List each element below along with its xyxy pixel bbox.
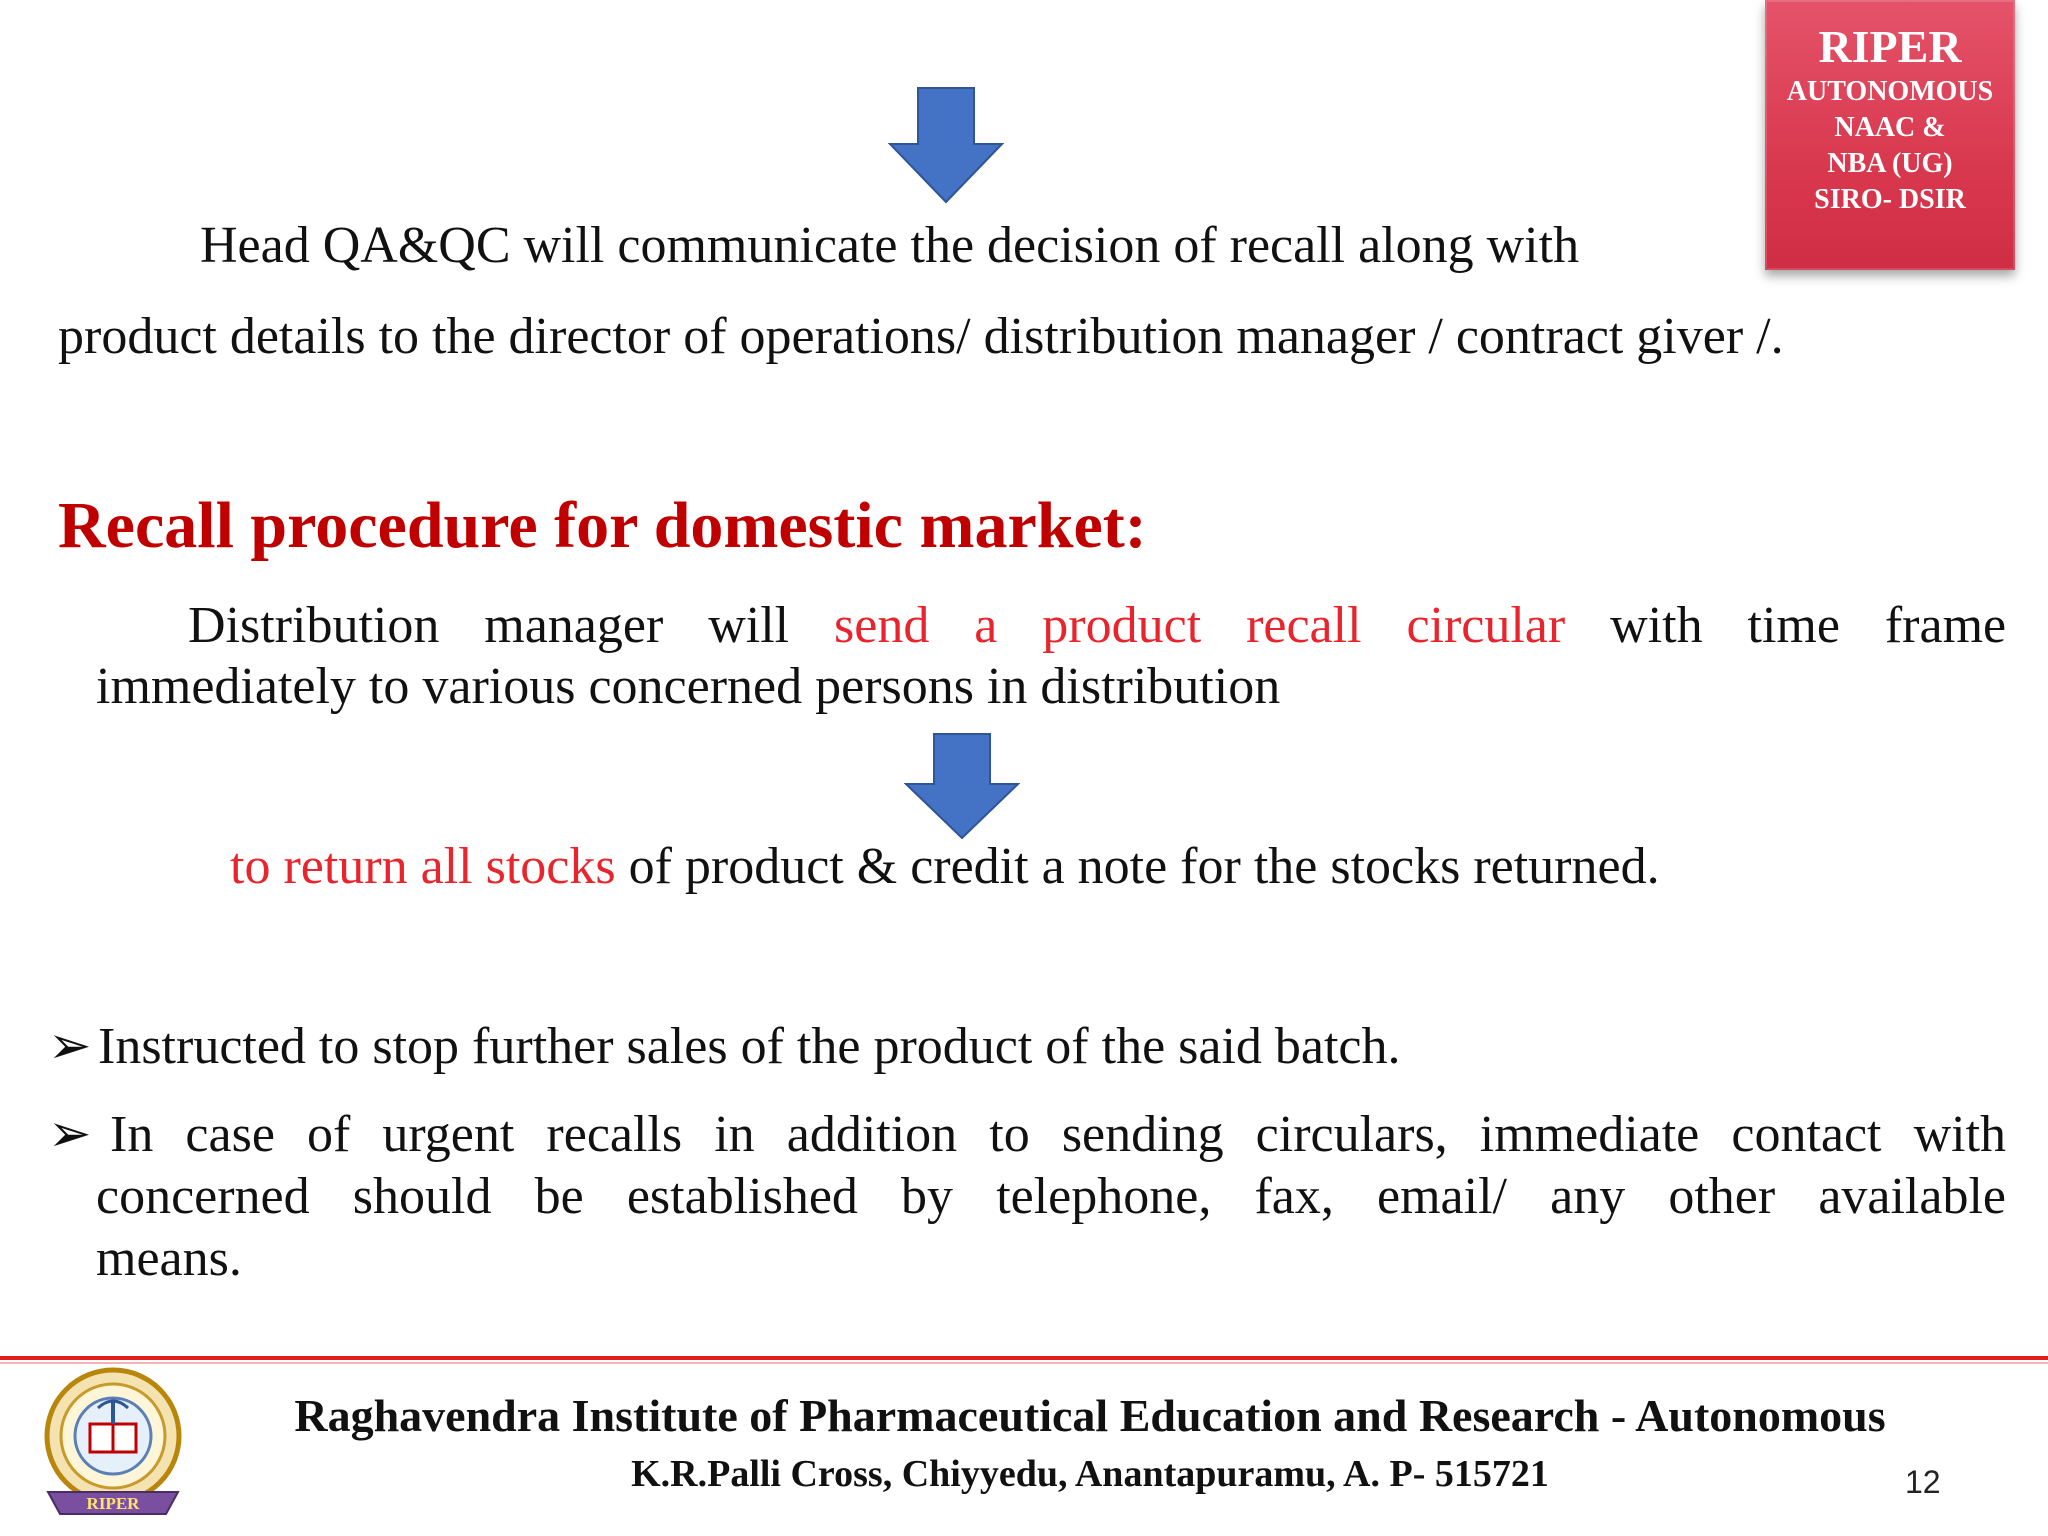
bullet-item-2-word: to (989, 1106, 1030, 1163)
paragraph2-word: manager (484, 597, 664, 654)
bullet-item-2-word: be (534, 1168, 584, 1225)
badge-line-nba: NBA (UG) (1827, 148, 1953, 179)
bullet-item-2-word: recalls (546, 1106, 683, 1163)
paragraph2-line2: immediately to various concerned persons in distribution (96, 658, 1281, 715)
bullet-item-2-word: other (1668, 1168, 1776, 1225)
paragraph2-word: with (1610, 597, 1703, 654)
bullet-item-2-word: circulars, (1255, 1106, 1448, 1163)
footer-divider-shadow (0, 1362, 2048, 1364)
down-arrow-icon (904, 732, 1020, 840)
recall-circular-highlight-word: a (974, 597, 998, 654)
bullet-arrow-icon: ➢ (48, 1106, 92, 1163)
paragraph2-word: will (708, 597, 790, 654)
bullet-item-1-text: Instructed to stop further sales of the product of the said batch. (98, 1018, 1401, 1075)
bullet-item-2-word: In (110, 1106, 154, 1163)
bullet-item-2-line2 (96, 1166, 2006, 1228)
bullet-item-2-word: addition (786, 1106, 958, 1163)
bullet-item-2-word: case (185, 1106, 275, 1163)
bullet-item-2-word: email/ (1377, 1168, 1507, 1225)
paragraph2-word: Distribution (188, 597, 440, 654)
return-stocks-line (230, 836, 1660, 898)
badge-line-autonomous: AUTONOMOUS (1786, 76, 1994, 107)
recall-circular-highlight-word: recall (1246, 597, 1362, 654)
bullet-arrow-icon: ➢ (48, 1018, 92, 1075)
bullet-item-2-word: immediate (1479, 1106, 1700, 1163)
paragraph1-line2: product details to the director of operations/ distribution manager / contract giver /. (58, 308, 1784, 365)
bullet-item-2-word: established (626, 1168, 858, 1225)
bullet-item-2-word: available (1818, 1168, 2006, 1225)
svg-text:RIPER: RIPER (86, 1494, 140, 1513)
bullet-item-2-word: telephone, (996, 1168, 1212, 1225)
institute-logo-icon (38, 1364, 188, 1524)
bullet-item-2-line1 (110, 1104, 2006, 1166)
bullet-item-2-word: sending (1061, 1106, 1224, 1163)
recall-circular-highlight-word: circular (1406, 597, 1566, 654)
bullet-item-2-word: with (1913, 1106, 2007, 1163)
accreditation-badge (1765, 0, 2015, 270)
return-stocks-highlight: to return all stocks (230, 838, 616, 895)
badge-title: RIPER (1818, 21, 1962, 72)
bullet-item-2-word: by (901, 1168, 954, 1225)
recall-circular-highlight-word: send (834, 597, 930, 654)
down-arrow-icon (888, 86, 1004, 204)
bullet-item-2-word: in (714, 1106, 755, 1163)
paragraph1-line1: Head QA&QC will communicate the decision of recall along with (200, 217, 1580, 274)
bullet-item-2-word: urgent (382, 1106, 515, 1163)
bullet-item-2-word: should (352, 1168, 492, 1225)
institute-address: K.R.Palli Cross, Chiyyedu, Anantapuramu, A. P- 515721 (631, 1453, 1549, 1495)
page-number: 12 (1905, 1464, 1941, 1500)
recall-circular-highlight-word: product (1042, 597, 1202, 654)
bullet-glyph-2 (48, 1104, 98, 1166)
paragraph2-word: time (1747, 597, 1840, 654)
paragraph2-line1 (188, 595, 2006, 657)
bullet-item-2-word: concerned (96, 1168, 310, 1225)
badge-line-siro: SIRO- DSIR (1814, 184, 1966, 215)
badge-line-naac: NAAC & (1834, 112, 1946, 143)
bullet-item-2-word: contact (1731, 1106, 1882, 1163)
return-stocks-rest: of product & credit a note for the stocks returned. (615, 838, 1660, 895)
bullet-item-2-line3: means. (96, 1230, 242, 1287)
paragraph2-word: frame (1884, 597, 2007, 654)
bullet-item-1 (48, 1016, 1401, 1078)
section-heading: Recall procedure for domestic market: (58, 489, 1147, 562)
footer-divider (0, 1356, 2048, 1360)
bullet-item-2-word: fax, (1254, 1168, 1334, 1225)
institute-name: Raghavendra Institute of Pharmaceutical Education and Research - Autonomous (294, 1390, 1886, 1441)
bullet-item-2-word: of (307, 1106, 351, 1163)
bullet-item-2-word: any (1550, 1168, 1626, 1225)
